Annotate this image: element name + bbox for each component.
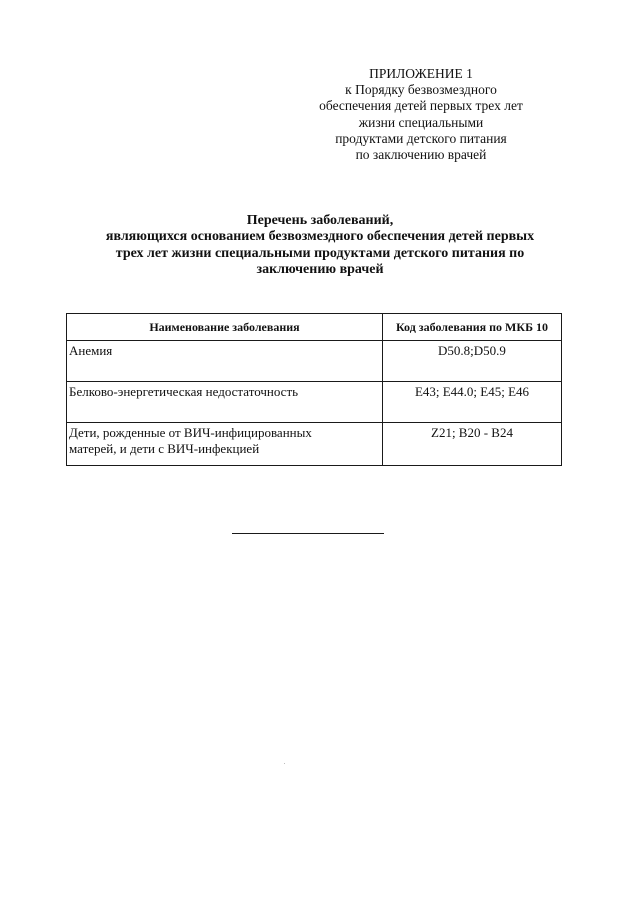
disease-name: Дети, рожденные от ВИЧ-инфицированных [69,425,312,440]
icd-code-cell: D50.8;D50.9 [383,341,562,382]
scan-speck [284,763,285,764]
table-row [67,423,562,466]
table-row [67,382,562,423]
table-header-row [67,314,562,341]
disease-name-cell [67,341,383,382]
diseases-table [66,313,562,466]
disease-name: Анемия [69,343,113,358]
closing-rule [232,533,384,534]
title-line: являющихся основанием безвозмездного обеспечения детей первых [105,229,535,245]
icd-code-cell: E43; E44.0; E45; E46 [383,382,562,423]
document-title [30,213,610,279]
appendix-line: обеспечения детей первых трех лет [319,98,523,114]
disease-name-cell [67,382,383,423]
disease-name: Белково-энергетическая недостаточность [69,384,299,399]
title-line: трех лет жизни специальными продуктами детского питания по [115,245,525,261]
header-icd-code: Код заболевания по МКБ 10 [383,314,562,341]
title-line: заключению врачей [256,262,384,278]
appendix-block [300,66,542,163]
icd-code-cell: Z21; B20 - B24 [383,423,562,466]
table-row [67,341,562,382]
appendix-heading: ПРИЛОЖЕНИЕ 1 [369,66,473,81]
appendix-line: продуктами детского питания [335,130,507,146]
appendix-line: жизни специальными [358,114,484,130]
disease-name-continued: матерей, и дети с ВИЧ-инфекцией [69,441,260,456]
disease-name-cell [67,423,383,466]
title-line: Перечень заболеваний, [246,213,394,228]
appendix-line: по заключению врачей [355,147,487,163]
appendix-line: к Порядку безвозмездного [345,82,497,98]
header-disease-name: Наименование заболевания [67,314,383,341]
